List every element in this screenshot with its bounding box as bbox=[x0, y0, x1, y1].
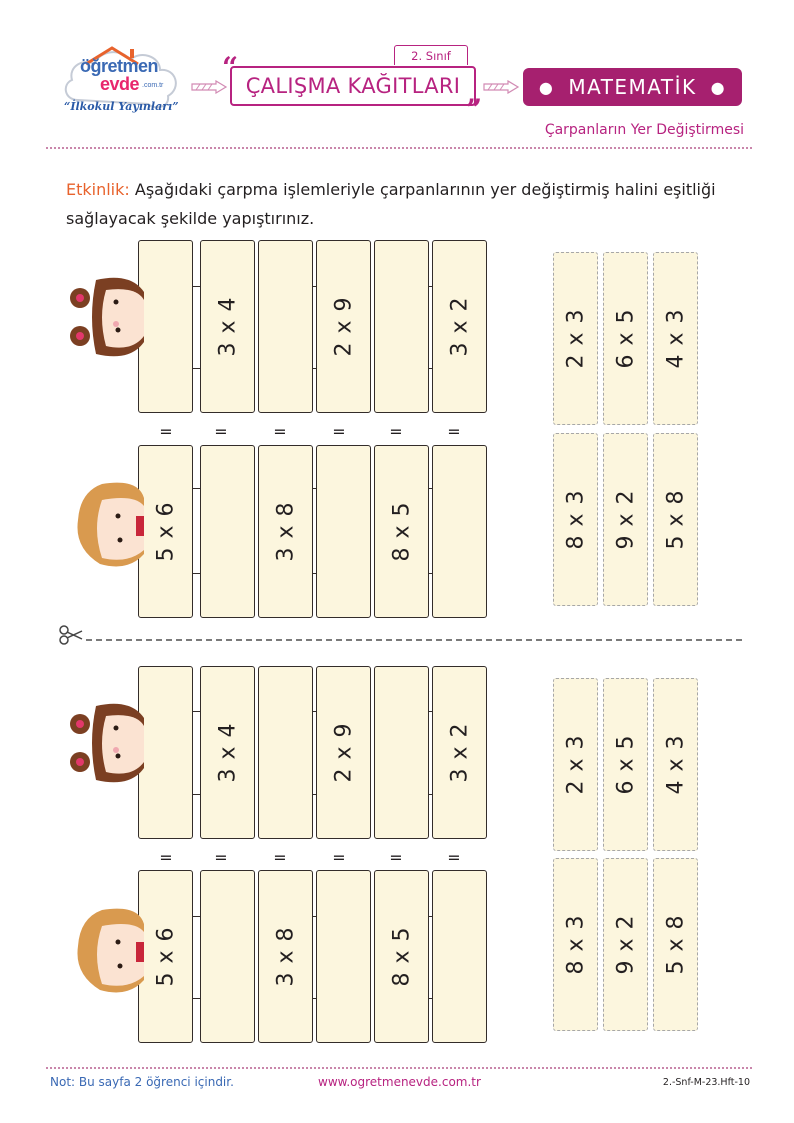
equals-sign: = bbox=[447, 848, 461, 867]
answer-slot[interactable] bbox=[374, 666, 429, 839]
footer-website-link[interactable]: www.ogretmenevde.com.tr bbox=[318, 1075, 481, 1089]
answer-slot[interactable] bbox=[258, 666, 313, 839]
logo-tagline: “İlkokul Yayınları” bbox=[64, 100, 179, 113]
cutout-piece[interactable]: 9 x 2 bbox=[603, 433, 648, 606]
equals-sign: = bbox=[332, 422, 346, 441]
equals-sign: = bbox=[273, 422, 287, 441]
header-divider bbox=[46, 147, 752, 149]
girl-avatar-icon bbox=[66, 698, 146, 788]
logo-word-evde: evde bbox=[100, 74, 140, 94]
footer-divider bbox=[46, 1067, 752, 1069]
multiplication-card: 8 x 5 bbox=[374, 870, 429, 1043]
multiplication-card: 5 x 6 bbox=[138, 870, 193, 1043]
answer-slot[interactable] bbox=[432, 870, 487, 1043]
multiplication-card: 5 x 6 bbox=[138, 445, 193, 618]
activity-label: Etkinlik: bbox=[66, 180, 130, 199]
girl-avatar-icon bbox=[66, 272, 146, 362]
multiplication-card: 2 x 9 bbox=[316, 666, 371, 839]
answer-slot[interactable] bbox=[316, 445, 371, 618]
equals-sign: = bbox=[214, 422, 228, 441]
multiplication-card: 3 x 8 bbox=[258, 870, 313, 1043]
answer-slot[interactable] bbox=[138, 666, 193, 839]
activity-instruction bbox=[66, 175, 746, 233]
answer-slot[interactable] bbox=[200, 870, 255, 1043]
bullet-icon: ● bbox=[538, 77, 555, 97]
equals-sign: = bbox=[159, 422, 173, 441]
multiplication-card: 3 x 2 bbox=[432, 240, 487, 413]
equals-sign: = bbox=[214, 848, 228, 867]
cutout-piece[interactable]: 4 x 3 bbox=[653, 678, 698, 851]
multiplication-card: 8 x 5 bbox=[374, 445, 429, 618]
open-quote-mark: “ bbox=[222, 51, 239, 84]
activity-text: Aşağıdaki çarpma işlemleriyle çarpanlarının yer değiştirmiş halini eşitliği sağlayacak şekilde yapıştırınız. bbox=[66, 180, 716, 228]
document-code: 2.-Snf-M-23.Hft-10 bbox=[662, 1077, 750, 1088]
multiplication-card: 3 x 8 bbox=[258, 445, 313, 618]
bullet-icon: ● bbox=[710, 77, 727, 97]
cutout-piece[interactable]: 8 x 3 bbox=[553, 858, 598, 1031]
multiplication-card: 3 x 2 bbox=[432, 666, 487, 839]
multiplication-card: 3 x 4 bbox=[200, 666, 255, 839]
equals-sign: = bbox=[332, 848, 346, 867]
equals-sign: = bbox=[389, 422, 403, 441]
multiplication-card: 2 x 9 bbox=[316, 240, 371, 413]
boy-avatar-icon bbox=[72, 906, 144, 996]
subject-label: MATEMATİK bbox=[568, 75, 697, 99]
cutout-piece[interactable]: 8 x 3 bbox=[553, 433, 598, 606]
footer-note: Not: Bu sayfa 2 öğrenci içindir. bbox=[50, 1075, 234, 1089]
cut-line bbox=[86, 639, 742, 641]
arrow-right-icon bbox=[482, 80, 520, 94]
subject-badge bbox=[523, 68, 742, 106]
equals-sign: = bbox=[159, 848, 173, 867]
scissors-icon bbox=[58, 624, 84, 646]
equals-sign: = bbox=[447, 422, 461, 441]
close-quote-mark: ” bbox=[466, 93, 483, 126]
cutout-piece[interactable]: 6 x 5 bbox=[603, 252, 648, 425]
grade-tag: 2. Sınıf bbox=[394, 45, 468, 65]
equals-sign: = bbox=[389, 848, 403, 867]
answer-slot[interactable] bbox=[200, 445, 255, 618]
cutout-piece[interactable]: 9 x 2 bbox=[603, 858, 648, 1031]
answer-slot[interactable] bbox=[432, 445, 487, 618]
topic-title: Çarpanların Yer Değiştirmesi bbox=[544, 122, 744, 138]
cutout-piece[interactable]: 6 x 5 bbox=[603, 678, 648, 851]
boy-avatar-icon bbox=[72, 480, 144, 570]
answer-slot[interactable] bbox=[316, 870, 371, 1043]
worksheet-title-box bbox=[230, 66, 476, 106]
cutout-piece[interactable]: 5 x 8 bbox=[653, 858, 698, 1031]
page-title: ÇALIŞMA KAĞITLARI bbox=[245, 74, 461, 98]
cutout-piece[interactable]: 2 x 3 bbox=[553, 678, 598, 851]
cutout-piece[interactable]: 2 x 3 bbox=[553, 252, 598, 425]
logo-word-ogretmen: öğretmen bbox=[80, 56, 159, 76]
cutout-piece[interactable]: 4 x 3 bbox=[653, 252, 698, 425]
logo-domain: .com.tr bbox=[142, 82, 164, 89]
answer-slot[interactable] bbox=[138, 240, 193, 413]
answer-slot[interactable] bbox=[374, 240, 429, 413]
cutout-piece[interactable]: 5 x 8 bbox=[653, 433, 698, 606]
answer-slot[interactable] bbox=[258, 240, 313, 413]
equals-sign: = bbox=[273, 848, 287, 867]
brand-logo bbox=[58, 40, 188, 132]
multiplication-card: 3 x 4 bbox=[200, 240, 255, 413]
